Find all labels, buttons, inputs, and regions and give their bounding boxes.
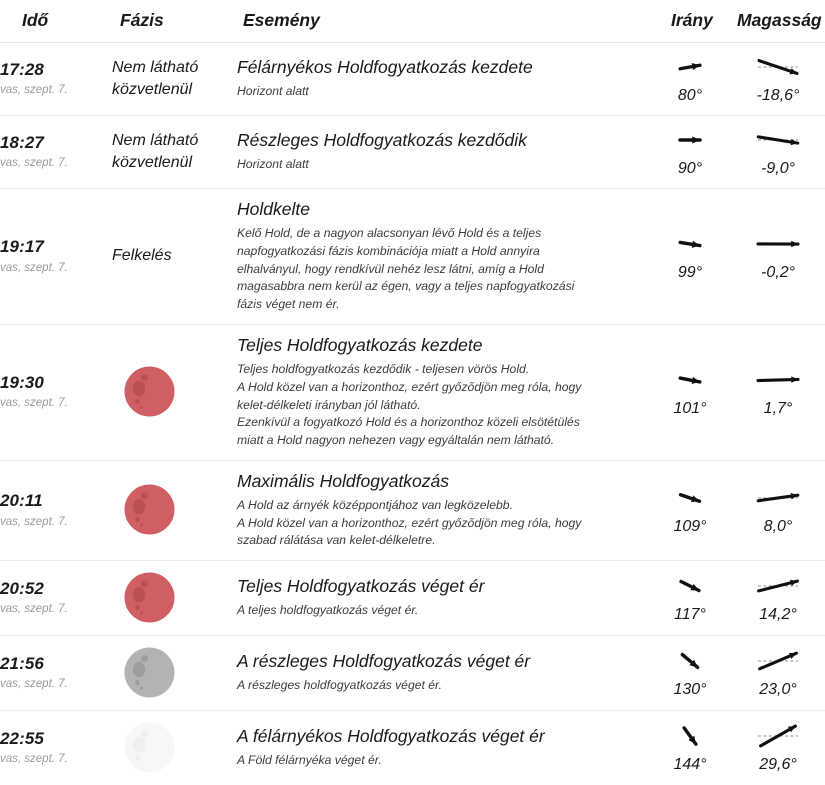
- event-description-line: napfogyatkozási fázis kombinációja miatt a Hold annyira: [237, 243, 649, 261]
- direction-cell: [649, 711, 731, 785]
- altitude-arrow-icon: [731, 721, 825, 755]
- table-row[interactable]: [0, 636, 825, 711]
- moon-faint-icon: [112, 720, 237, 775]
- event-description-line: elhalványul, hogy rendkívül nehéz lesz látni, amíg a Hold: [237, 261, 649, 279]
- event-title: Részleges Holdfogyatkozás kezdődik: [237, 129, 649, 151]
- direction-value: 144°: [649, 756, 731, 774]
- direction-cell: [649, 460, 731, 560]
- table-row[interactable]: [0, 460, 825, 560]
- direction-value: 80°: [649, 87, 731, 105]
- event-description: [237, 602, 649, 620]
- event-date: vas, szept. 7.: [0, 157, 112, 171]
- time-cell: [0, 711, 112, 785]
- event-date: vas, szept. 7.: [0, 397, 112, 411]
- event-date: vas, szept. 7.: [0, 753, 112, 767]
- phase-label: Felkelés: [112, 245, 237, 266]
- time-cell: [0, 116, 112, 189]
- time-cell: [0, 561, 112, 636]
- altitude-value: -18,6°: [731, 87, 825, 105]
- event-description-line: A részleges holdfogyatkozás véget ér.: [237, 677, 649, 695]
- altitude-arrow-icon: [731, 365, 825, 399]
- event-description: [237, 497, 649, 550]
- compass-arrow-icon: [649, 721, 731, 755]
- altitude-value: -0,2°: [731, 264, 825, 282]
- altitude-value: 14,2°: [731, 606, 825, 624]
- table-row[interactable]: [0, 561, 825, 636]
- column-header-event: Esemény: [237, 0, 649, 43]
- altitude-arrow-icon: [731, 571, 825, 605]
- event-time: 19:17: [0, 236, 112, 257]
- column-header-altitude: Magasság: [731, 0, 825, 43]
- compass-arrow-icon: [649, 646, 731, 680]
- event-cell: [237, 460, 649, 560]
- event-cell: [237, 324, 649, 460]
- event-cell: [237, 189, 649, 325]
- direction-cell: [649, 189, 731, 325]
- compass-arrow-icon: [649, 571, 731, 605]
- table-body: [0, 43, 825, 785]
- phase-cell: [112, 460, 237, 560]
- compass-arrow-icon: [649, 125, 731, 159]
- event-title: Félárnyékos Holdfogyatkozás kezdete: [237, 56, 649, 78]
- compass-arrow-icon: [649, 52, 731, 86]
- phase-cell: [112, 43, 237, 116]
- altitude-cell: [731, 636, 825, 711]
- time-cell: [0, 43, 112, 116]
- time-cell: [0, 324, 112, 460]
- event-description: [237, 156, 649, 174]
- altitude-value: 23,0°: [731, 681, 825, 699]
- event-date: vas, szept. 7.: [0, 84, 112, 98]
- column-header-time: Idő: [0, 0, 112, 43]
- phase-label: Nem látható közvetlenül: [112, 57, 237, 99]
- compass-arrow-icon: [649, 229, 731, 263]
- altitude-arrow-icon: [731, 52, 825, 86]
- event-time: 22:55: [0, 728, 112, 749]
- event-time: 17:28: [0, 59, 112, 80]
- altitude-cell: [731, 561, 825, 636]
- table-row[interactable]: [0, 324, 825, 460]
- phase-cell: [112, 189, 237, 325]
- event-description-line: A Föld félárnyéka véget ér.: [237, 752, 649, 770]
- phase-cell: [112, 711, 237, 785]
- event-time: 19:30: [0, 372, 112, 393]
- event-title: Holdkelte: [237, 198, 649, 220]
- event-title: A félárnyékos Holdfogyatkozás véget ér: [237, 725, 649, 747]
- phase-cell: [112, 636, 237, 711]
- event-description-line: kelet-délkeleti irányban jól látható.: [237, 397, 649, 415]
- event-description: [237, 752, 649, 770]
- direction-cell: [649, 43, 731, 116]
- altitude-cell: [731, 460, 825, 560]
- phase-label: Nem látható közvetlenül: [112, 130, 237, 172]
- altitude-cell: [731, 43, 825, 116]
- event-description-line: Kelő Hold, de a nagyon alacsonyan lévő Hold és a teljes: [237, 225, 649, 243]
- phase-cell: [112, 116, 237, 189]
- direction-value: 130°: [649, 681, 731, 699]
- direction-cell: [649, 324, 731, 460]
- direction-value: 90°: [649, 160, 731, 178]
- direction-value: 99°: [649, 264, 731, 282]
- event-date: vas, szept. 7.: [0, 678, 112, 692]
- event-time: 21:56: [0, 653, 112, 674]
- table-row[interactable]: [0, 43, 825, 116]
- event-cell: [237, 561, 649, 636]
- moon-gray-icon: [112, 645, 237, 700]
- compass-arrow-icon: [649, 483, 731, 517]
- time-cell: [0, 636, 112, 711]
- altitude-cell: [731, 711, 825, 785]
- event-description: [237, 225, 649, 313]
- event-description-line: A Hold az árnyék középpontjához van legközelebb.: [237, 497, 649, 515]
- altitude-arrow-icon: [731, 125, 825, 159]
- altitude-value: 1,7°: [731, 400, 825, 418]
- event-description-line: miatt a Hold nagyon nehezen vagy egyáltalán nem látható.: [237, 432, 649, 450]
- event-time: 18:27: [0, 132, 112, 153]
- event-description: [237, 361, 649, 449]
- direction-value: 101°: [649, 400, 731, 418]
- moon-red-icon: [112, 482, 237, 537]
- direction-cell: [649, 116, 731, 189]
- event-cell: [237, 711, 649, 785]
- moon-red-icon: [112, 364, 237, 419]
- altitude-arrow-icon: [731, 229, 825, 263]
- event-title: Maximális Holdfogyatkozás: [237, 470, 649, 492]
- moon-red-icon: [112, 570, 237, 625]
- event-description-line: szabad rálátása van kelet-délkeletre.: [237, 532, 649, 550]
- direction-cell: [649, 561, 731, 636]
- event-cell: [237, 636, 649, 711]
- event-cell: [237, 116, 649, 189]
- altitude-value: -9,0°: [731, 160, 825, 178]
- table-row[interactable]: [0, 189, 825, 325]
- event-title: A részleges Holdfogyatkozás véget ér: [237, 650, 649, 672]
- event-cell: [237, 43, 649, 116]
- event-description-line: Horizont alatt: [237, 83, 649, 101]
- phase-cell: [112, 324, 237, 460]
- time-cell: [0, 460, 112, 560]
- altitude-value: 8,0°: [731, 518, 825, 536]
- event-description: [237, 677, 649, 695]
- event-description-line: Horizont alatt: [237, 156, 649, 174]
- event-description-line: Ezenkívül a fogyatkozó Hold és a horizonthoz közeli elsötétülés: [237, 414, 649, 432]
- table-row[interactable]: [0, 711, 825, 785]
- direction-cell: [649, 636, 731, 711]
- altitude-arrow-icon: [731, 483, 825, 517]
- column-header-phase: Fázis: [112, 0, 237, 43]
- event-description-line: A Hold közel van a horizonthoz, ezért győződjön meg róla, hogy: [237, 515, 649, 533]
- compass-arrow-icon: [649, 365, 731, 399]
- altitude-cell: [731, 324, 825, 460]
- event-description-line: A teljes holdfogyatkozás véget ér.: [237, 602, 649, 620]
- event-description-line: Teljes holdfogyatkozás kezdődik - teljesen vörös Hold.: [237, 361, 649, 379]
- event-time: 20:52: [0, 578, 112, 599]
- event-title: Teljes Holdfogyatkozás kezdete: [237, 334, 649, 356]
- event-description-line: A Hold közel van a horizonthoz, ezért győződjön meg róla, hogy: [237, 379, 649, 397]
- table-header: [0, 0, 825, 43]
- event-description-line: magasabbra nem kerül az égen, vagy a teljes napfogyatkozási: [237, 278, 649, 296]
- table-row[interactable]: [0, 116, 825, 189]
- event-date: vas, szept. 7.: [0, 603, 112, 617]
- altitude-cell: [731, 116, 825, 189]
- event-date: vas, szept. 7.: [0, 262, 112, 276]
- altitude-value: 29,6°: [731, 756, 825, 774]
- event-title: Teljes Holdfogyatkozás véget ér: [237, 575, 649, 597]
- time-cell: [0, 189, 112, 325]
- event-date: vas, szept. 7.: [0, 516, 112, 530]
- event-description-line: fázis véget nem ér.: [237, 296, 649, 314]
- event-time: 20:11: [0, 490, 112, 511]
- phase-cell: [112, 561, 237, 636]
- event-description: [237, 83, 649, 101]
- column-header-direction: Irány: [649, 0, 731, 43]
- altitude-arrow-icon: [731, 646, 825, 680]
- direction-value: 109°: [649, 518, 731, 536]
- altitude-cell: [731, 189, 825, 325]
- direction-value: 117°: [649, 606, 731, 624]
